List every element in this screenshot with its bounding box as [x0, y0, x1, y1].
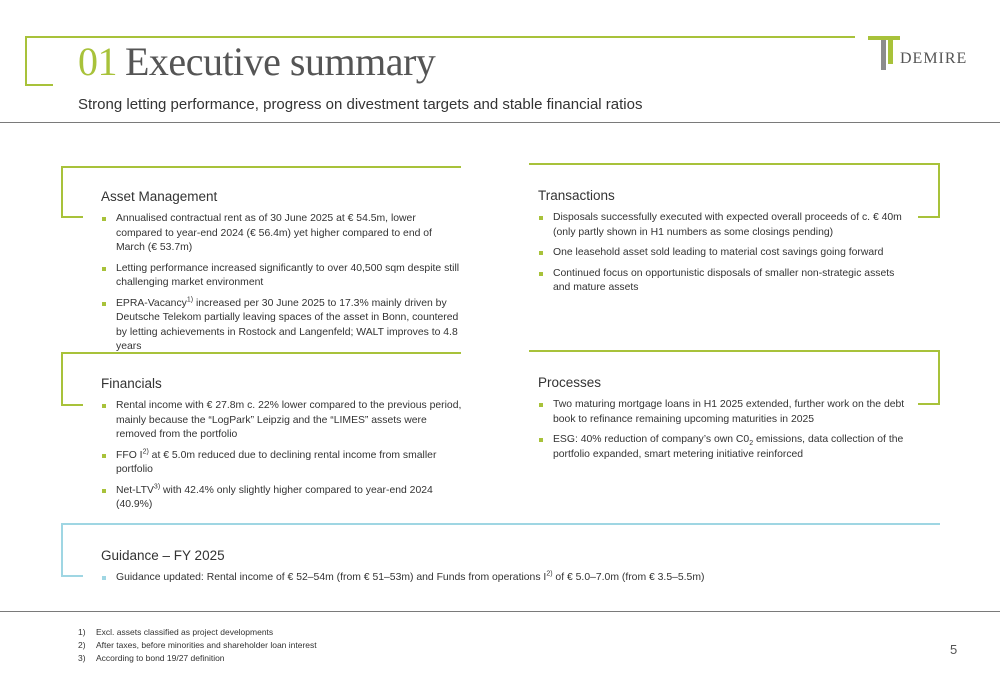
- footnote: 1) Excl. assets classified as project developments: [78, 627, 274, 637]
- list-item: EPRA-Vacancy$^{1)}$ increased per 30 June 2025 to 17.3% mainly driven by Deutsche Telekom partially leaving spaces of the asset in Bonn, countered by letting achievements in Rostock and Langenfeld; WALT improves to 4.8 years: [101, 297, 463, 355]
- list-item: Two maturing mortgage loans in H1 2025 extended, further work on the debt book to refinance remaining upcoming maturities in 2025: [538, 398, 908, 427]
- financials-title: Financials: [101, 376, 162, 391]
- header-frame-left: [25, 36, 27, 86]
- header-divider: [0, 122, 1000, 123]
- list-item: Rental income with € 27.8m c. 22% lower compared to the previous period, mainly because the “LogPark” Leipzig and the “LIMES” assets were removed from the portfolio: [101, 399, 469, 443]
- list-item: Net-LTV$^{3)}$ with 42.4% only slightly higher compared to year-end 2024 (40.9%): [101, 484, 469, 513]
- list-item: FFO $I^{2)}$ at € 5.0m reduced due to declining rental income from smaller portfolio: [101, 449, 469, 478]
- list-item: ESG: 40% reduction of company’s own $C0_2$ emissions, data collection of the portfolio expanded, smart metering initiative reinforced: [538, 433, 908, 462]
- processes-title: Processes: [538, 375, 602, 390]
- demire-logo: [868, 34, 978, 74]
- footnote: 2) After taxes, before minorities and shareholder loan interest: [78, 640, 317, 650]
- transactions-title: Transactions: [538, 188, 615, 203]
- logo-text: DEMIRE: [900, 50, 968, 67]
- page-title: [78, 38, 435, 85]
- guidance-title: Guidance – FY 2025: [101, 548, 225, 563]
- title-text: Executive summary: [125, 39, 436, 84]
- processes-list: [538, 398, 908, 468]
- list-item: Annualised contractual rent as of 30 June 2025 at € 54.5m, lower compared to year-end 2024 (€ 56.4m) yet higher compared to end of March (€ 53.7m): [101, 212, 463, 256]
- list-item: One leasehold asset sold leading to material cost savings going forward: [538, 246, 908, 261]
- financials-list: [101, 399, 469, 519]
- guidance-list: [101, 571, 921, 592]
- transactions-list: [538, 211, 908, 302]
- page-subtitle: Strong letting performance, progress on divestment targets and stable financial ratios: [78, 96, 643, 113]
- list-item: Guidance updated: Rental income of € 52–54m (from € 51–53m) and Funds from operations $I^{2)}$ of € 5.0–7.0m (from € 3.5–5.5m): [101, 571, 921, 586]
- logo-mark-icon: [868, 36, 900, 70]
- header-frame-bottom: [25, 84, 53, 86]
- page-number: 5: [950, 642, 958, 657]
- footnote: 3) According to bond 19/27 definition: [78, 653, 225, 663]
- asset-management-list: [101, 212, 463, 361]
- list-item: Letting performance increased significantly to over 40,500 sqm despite still challenging market environment: [101, 262, 463, 291]
- section-number: 01: [78, 39, 117, 84]
- asset-management-title: Asset Management: [101, 189, 218, 204]
- list-item: Disposals successfully executed with expected overall proceeds of c. € 40m (only partly shown in H1 numbers as some closings pending): [538, 211, 908, 240]
- list-item: Continued focus on opportunistic disposals of smaller non-strategic assets and mature assets: [538, 267, 908, 296]
- footer-divider: [0, 611, 1000, 612]
- footnotes: [78, 626, 317, 665]
